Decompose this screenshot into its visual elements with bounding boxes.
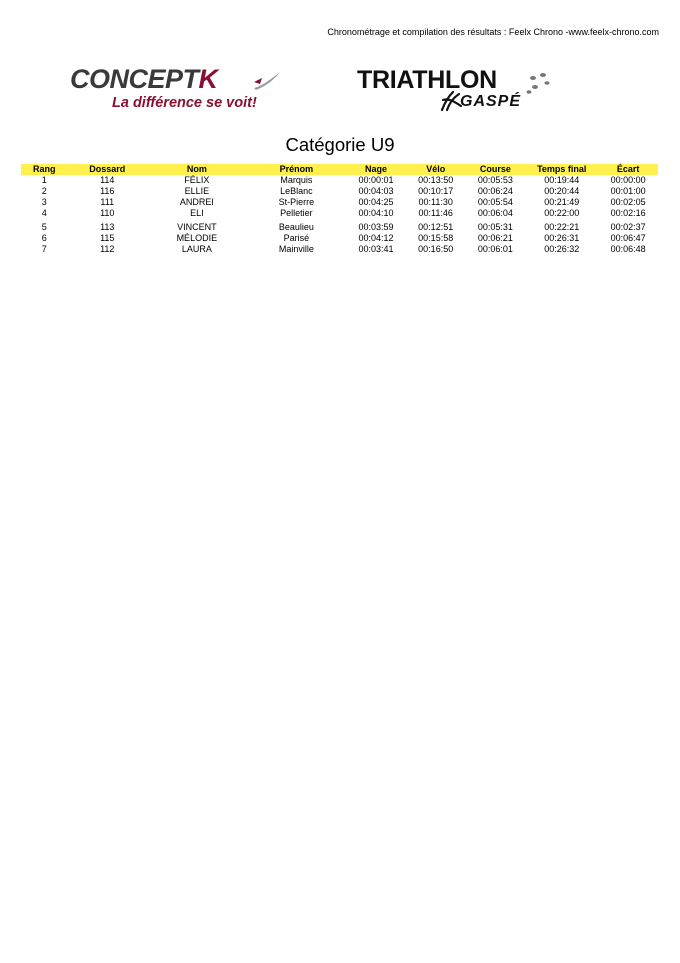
table-cell: 111 [100, 197, 115, 207]
table-cell: 00:10:17 [418, 186, 454, 196]
table-cell: 00:06:21 [477, 233, 513, 243]
table-cell: ELLIE [184, 186, 210, 196]
table-cell: 00:15:58 [418, 233, 454, 243]
table-cell: Beaulieu [278, 222, 314, 232]
col-prenom: Prénom [247, 164, 347, 175]
table-cell: 00:20:44 [544, 186, 580, 196]
table-header-row [21, 164, 658, 175]
table-cell: LAURA [181, 244, 212, 254]
table-cell: LeBlanc [280, 186, 313, 196]
table-cell: 00:00:01 [358, 175, 394, 185]
table-cell: St-Pierre [278, 197, 315, 207]
col-nage: Nage [346, 164, 406, 175]
table-cell: 00:06:01 [477, 244, 513, 254]
table-cell: Parisé [283, 233, 310, 243]
table-cell: 00:06:04 [477, 208, 513, 218]
table-cell: 00:22:21 [544, 222, 580, 232]
table-cell: 00:26:31 [544, 233, 580, 243]
swoosh-arrow-icon [252, 70, 282, 92]
table-cell: 00:03:59 [358, 222, 394, 232]
table-cell: 1 [41, 175, 47, 185]
col-course: Course [466, 164, 526, 175]
table-cell: 00:19:44 [544, 175, 580, 185]
table-cell: 00:03:41 [358, 244, 394, 254]
concept-k-logo-letter: K [198, 64, 218, 94]
table-cell: 7 [41, 244, 47, 254]
table-cell: 00:26:32 [544, 244, 580, 254]
table-cell: 00:06:47 [610, 233, 646, 243]
category-title: Catégorie U9 [285, 134, 395, 155]
triathlon-logo-word: TRIATHLON [357, 66, 497, 94]
table-cell: ANDREI [179, 197, 214, 207]
table-cell: 114 [100, 175, 115, 185]
table-row [21, 175, 658, 186]
table-cell: 00:05:54 [477, 197, 513, 207]
table-cell: MÉLODIE [176, 233, 218, 243]
col-dossard: Dossard [67, 164, 147, 175]
table-cell: 00:04:10 [358, 208, 394, 218]
table-cell: 6 [41, 233, 47, 243]
results-body [21, 175, 658, 255]
col-temps-final: Temps final [525, 164, 598, 175]
table-row [21, 244, 658, 255]
col-rang: Rang [21, 164, 67, 175]
results-table [21, 164, 658, 255]
table-cell: 00:04:25 [358, 197, 394, 207]
table-cell: 00:12:51 [418, 222, 454, 232]
table-cell: 00:04:03 [358, 186, 394, 196]
table-cell: 2 [41, 186, 47, 196]
table-cell: 00:16:50 [418, 244, 454, 254]
table-cell: FÉLIX [184, 175, 210, 185]
table-row [21, 186, 658, 197]
table-row [21, 208, 658, 219]
table-cell: 00:06:48 [610, 244, 646, 254]
table-row [21, 233, 658, 244]
table-cell: 4 [41, 208, 47, 218]
table-cell: Mainville [278, 244, 314, 254]
table-cell: 00:04:12 [358, 233, 394, 243]
table-cell: 00:05:53 [477, 175, 513, 185]
table-cell: 00:22:00 [544, 208, 580, 218]
table-cell: 00:13:50 [418, 175, 454, 185]
table-cell: 00:06:24 [477, 186, 513, 196]
table-cell: 00:02:37 [610, 222, 646, 232]
table-cell: 112 [100, 244, 115, 254]
table-cell: Pelletier [280, 208, 313, 218]
concept-k-logo [70, 64, 285, 120]
concept-k-logo-word: CONCEPT [70, 64, 199, 94]
table-cell: 00:11:30 [418, 197, 453, 207]
table-cell: 00:02:05 [610, 197, 646, 207]
col-velo: Vélo [406, 164, 466, 175]
table-cell: 113 [100, 222, 115, 232]
table-row [21, 219, 658, 233]
table-cell: 00:02:16 [610, 208, 646, 218]
table-cell: 00:21:49 [544, 197, 580, 207]
table-cell: 116 [100, 186, 115, 196]
table-cell: 115 [100, 233, 115, 243]
concept-k-tagline: La différence se voit! [112, 95, 257, 111]
table-cell: 00:11:46 [418, 208, 453, 218]
col-nom: Nom [147, 164, 247, 175]
col-ecart: Écart [598, 164, 658, 175]
table-cell: 5 [41, 222, 47, 232]
triathlon-gaspe-logo [357, 66, 557, 120]
table-row [21, 197, 658, 208]
footprints-icon [525, 72, 553, 94]
table-cell: 00:05:31 [477, 222, 513, 232]
table-cell: Marquis [280, 175, 313, 185]
table-cell: 00:00:00 [610, 175, 646, 185]
table-cell: 3 [41, 197, 47, 207]
timing-credit: Chronométrage et compilation des résultats : Feelx Chrono -www.feelx-chrono.com [327, 27, 659, 37]
table-cell: 110 [100, 208, 115, 218]
table-cell: ELI [190, 208, 204, 218]
table-cell: VINCENT [177, 222, 217, 232]
table-cell: 00:01:00 [610, 186, 646, 196]
triathlon-logo-sub: GASPÉ [460, 93, 522, 110]
